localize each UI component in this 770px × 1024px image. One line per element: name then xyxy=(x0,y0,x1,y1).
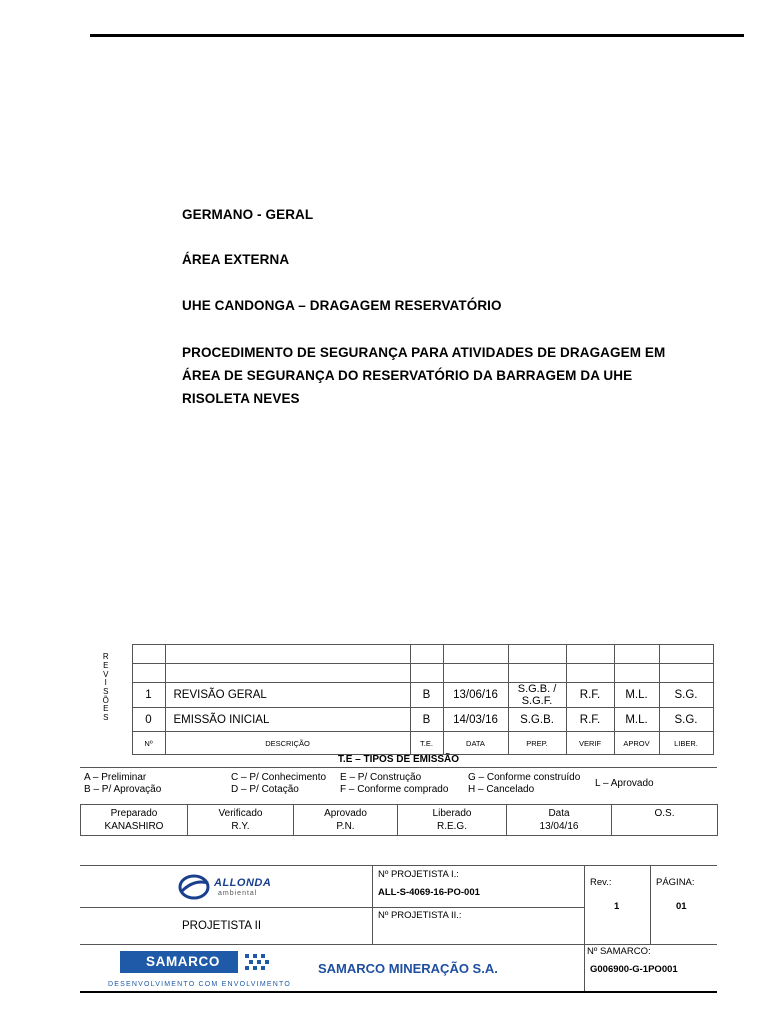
samarco-tagline: DESENVOLVIMENTO COM ENVOLVIMENTO xyxy=(108,981,291,988)
rev-aprov: M.L. xyxy=(614,708,659,732)
signature-verified: Verificado R.Y. xyxy=(188,805,294,836)
pagina-value: 01 xyxy=(676,901,687,912)
tipos-emissao-divider xyxy=(80,767,717,768)
te-item-g: G – Conforme construído xyxy=(468,772,581,783)
signatures-table xyxy=(80,804,718,836)
signature-released: Liberado R.E.G. xyxy=(398,805,507,836)
title-line-5: ÁREA DE SEGURANÇA DO RESERVATÓRIO DA BARRAGEM DA UHE xyxy=(182,368,633,383)
header-verif: VERIF xyxy=(566,732,614,755)
te-item-h: H – Cancelado xyxy=(468,784,535,795)
samarco-logo xyxy=(120,951,238,973)
rev-liber: S.G. xyxy=(659,708,713,732)
samarco-number-value: G006900-G-1PO001 xyxy=(590,964,678,975)
projetista-ii-box: PROJETISTA II xyxy=(182,920,262,932)
rev-date: 14/03/16 xyxy=(443,708,508,732)
revision-header-row xyxy=(80,732,713,755)
te-item-l: L – Aprovado xyxy=(595,778,654,789)
title-line-1: GERMANO - GERAL xyxy=(182,207,314,222)
rev-date: 13/06/16 xyxy=(443,683,508,708)
footer-left-divider xyxy=(80,907,372,908)
header-descricao: DESCRIÇÃO xyxy=(165,732,410,755)
te-item-f: F – Conforme comprado xyxy=(340,784,449,795)
tipos-emissao-title: T.E – TIPOS DE EMISSÃO xyxy=(337,754,460,765)
rev-description: EMISSÃO INICIAL xyxy=(165,708,410,732)
rev-te: B xyxy=(410,708,443,732)
rev-prep: S.G.B. xyxy=(508,708,566,732)
signature-prepared: Preparado KANASHIRO xyxy=(81,805,188,836)
rev-description: REVISÃO GERAL xyxy=(165,683,410,708)
allonda-logo xyxy=(178,873,288,903)
samarco-number-label: Nº SAMARCO: xyxy=(587,946,651,957)
rev-value: 1 xyxy=(614,901,620,912)
rev-aprov: M.L. xyxy=(614,683,659,708)
te-item-b: B – P/ Aprovação xyxy=(84,784,162,795)
revision-row xyxy=(80,708,713,732)
samarco-dots-icon xyxy=(243,951,271,973)
title-line-2: ÁREA EXTERNA xyxy=(182,252,290,267)
title-line-4: PROCEDIMENTO DE SEGURANÇA PARA ATIVIDADES DE DRAGAGEM EM xyxy=(182,345,666,360)
footer-bottom-border xyxy=(80,991,717,993)
signature-approved: Aprovado P.N. xyxy=(294,805,398,836)
samarco-logo-text: SAMARCO xyxy=(146,954,220,969)
samarco-logo-mark xyxy=(243,951,271,978)
rev-label: Rev.: xyxy=(590,877,612,888)
footer-top-border xyxy=(80,865,717,866)
title-line-3: UHE CANDONGA – DRAGAGEM RESERVATÓRIO xyxy=(182,298,502,313)
header-n: Nº xyxy=(132,732,165,755)
pagina-label: PÁGINA: xyxy=(656,877,695,888)
rev-number: 0 xyxy=(132,708,165,732)
header-data: DATA xyxy=(443,732,508,755)
projetista-i-label: Nº PROJETISTA I.: xyxy=(378,869,459,880)
revisions-label: R E V I S Õ E S xyxy=(102,652,109,723)
te-item-e: E – P/ Construção xyxy=(340,772,422,783)
header-liber: LIBER. xyxy=(659,732,713,755)
allonda-logo-sub: ambiental xyxy=(218,890,258,897)
te-item-a: A – Preliminar xyxy=(84,772,147,783)
projetista-i-value: ALL-S-4069-16-PO-001 xyxy=(378,887,480,898)
top-rule xyxy=(90,34,744,37)
rev-verif: R.F. xyxy=(566,683,614,708)
footer-vline-3 xyxy=(650,865,651,944)
signature-date: Data 13/04/16 xyxy=(507,805,612,836)
footer-vline-2 xyxy=(584,865,585,991)
te-item-d: D – P/ Cotação xyxy=(231,784,299,795)
title-line-6: RISOLETA NEVES xyxy=(182,391,300,406)
header-prep: PREP. xyxy=(508,732,566,755)
rev-number: 1 xyxy=(132,683,165,708)
footer-row-divider xyxy=(80,944,717,945)
company-name: SAMARCO MINERAÇÃO S.A. xyxy=(318,961,498,976)
rev-verif: R.F. xyxy=(566,708,614,732)
revision-row xyxy=(80,683,713,708)
revisions-table xyxy=(80,644,714,755)
te-item-c: C – P/ Conhecimento xyxy=(231,772,327,783)
allonda-logo-text: ALLONDA xyxy=(214,877,272,889)
header-te: T.E. xyxy=(410,732,443,755)
footer-mid-divider xyxy=(372,907,584,908)
rev-liber: S.G. xyxy=(659,683,713,708)
rev-prep: S.G.B. / S.G.F. xyxy=(508,683,566,708)
revisions-vertical-label xyxy=(80,645,132,732)
footer-vline-1 xyxy=(372,865,373,944)
signature-os: O.S. xyxy=(612,805,718,836)
header-aprov: APROV xyxy=(614,732,659,755)
projetista-ii-label: Nº PROJETISTA II.: xyxy=(378,910,462,921)
rev-te: B xyxy=(410,683,443,708)
